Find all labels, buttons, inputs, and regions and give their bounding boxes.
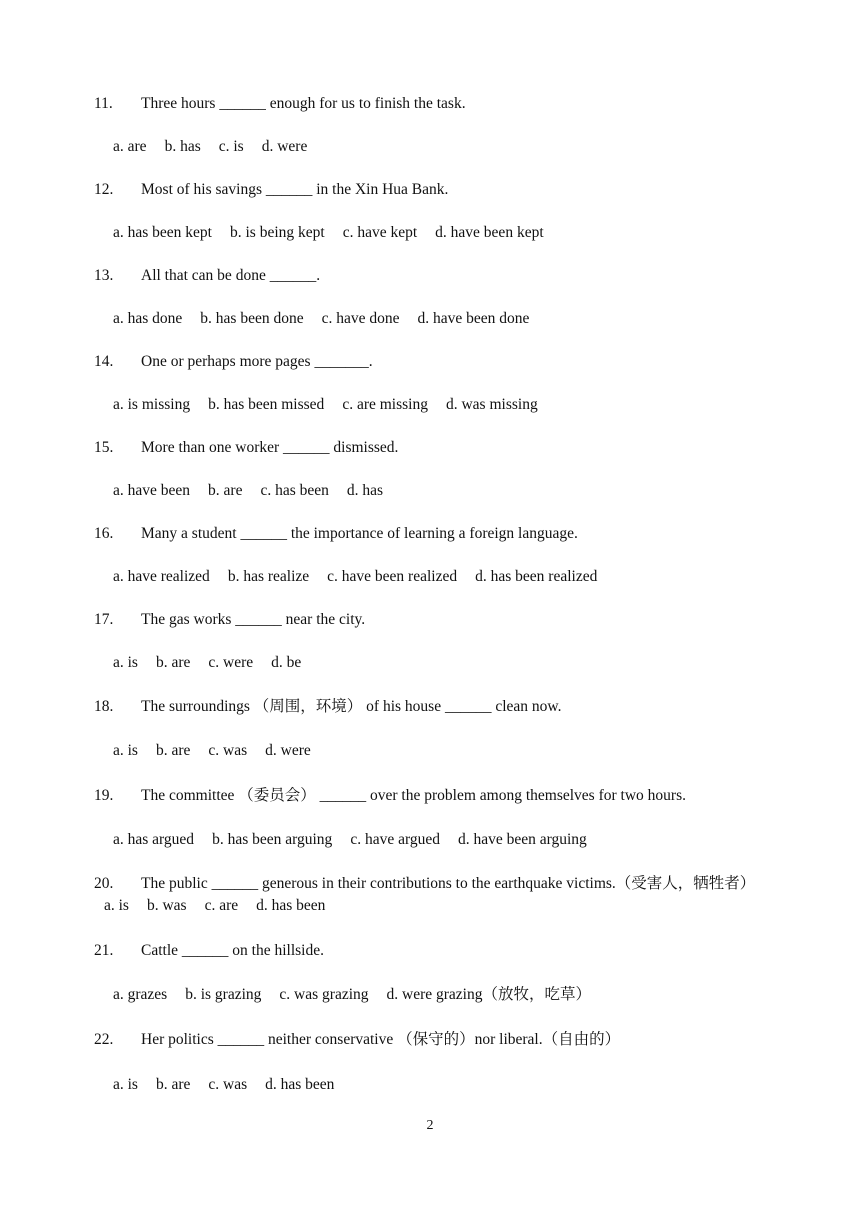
question-stem: Most of his savings ______ in the Xin Hua Bank. <box>141 181 449 198</box>
option-a: a. is <box>113 742 138 759</box>
question-number: 15. <box>94 439 114 456</box>
question-number: 20. <box>94 875 114 892</box>
option-b: b. is grazing <box>185 986 262 1003</box>
option-d: d. be <box>271 654 302 671</box>
option-a: a. is missing <box>113 396 191 413</box>
option-d: d. were <box>265 742 311 759</box>
option-c: c. has been <box>260 482 329 499</box>
question-stem: Many a student ______ the importance of learning a foreign language. <box>141 525 578 542</box>
question-11-options <box>113 138 307 156</box>
question-number: 13. <box>94 267 114 284</box>
question-13 <box>94 267 320 285</box>
question-number: 11. <box>94 95 113 112</box>
option-d: d. were grazing（放牧，吃草） <box>386 986 591 1003</box>
question-17-options <box>113 654 301 672</box>
option-b: b. has been done <box>200 310 304 327</box>
question-16-options <box>113 568 597 586</box>
question-21 <box>94 942 324 960</box>
question-number: 18. <box>94 698 114 715</box>
option-d: d. were <box>261 138 308 155</box>
question-stem: More than one worker ______ dismissed. <box>141 439 399 456</box>
option-b: b. has realize <box>227 568 310 585</box>
question-20 <box>94 873 784 917</box>
option-a: a. has argued <box>113 831 195 848</box>
option-b: b. has been arguing <box>212 831 333 848</box>
question-stem: Three hours ______ enough for us to finish the task. <box>141 95 466 112</box>
option-d: d. has been <box>256 897 326 914</box>
option-a: a. have realized <box>113 568 210 585</box>
option-d: d. has been <box>265 1076 335 1093</box>
option-a: a. is <box>113 654 138 671</box>
option-d: d. have been arguing <box>457 831 587 848</box>
question-number: 19. <box>94 787 114 804</box>
option-c: c. was grazing <box>279 986 369 1003</box>
option-a: a. is <box>104 897 129 914</box>
option-a: a. grazes <box>113 986 168 1003</box>
question-stem: Her politics ______ neither conservative （保守的）nor liberal.（自由的） <box>141 1031 621 1048</box>
question-number: 16. <box>94 525 114 542</box>
question-17 <box>94 611 365 629</box>
question-18 <box>94 698 561 716</box>
option-c: c. are missing <box>342 396 428 413</box>
option-b: b. has been missed <box>208 396 325 413</box>
option-a: a. is <box>113 1076 138 1093</box>
option-b: b. are <box>208 482 243 499</box>
option-c: c. have kept <box>342 224 418 241</box>
question-stem: All that can be done ______. <box>141 267 321 284</box>
question-number: 22. <box>94 1031 114 1048</box>
option-c: c. was <box>208 742 248 759</box>
question-number: 21. <box>94 942 114 959</box>
question-number: 14. <box>94 353 114 370</box>
question-19-options <box>113 831 587 849</box>
question-stem: The public ______ generous in their contributions to the earthquake victims.（受害人，牺牲者） <box>141 875 756 892</box>
option-a: a. are <box>113 138 147 155</box>
option-c: c. were <box>208 654 254 671</box>
question-16 <box>94 525 578 543</box>
question-stem: The committee （委员会） ______ over the problem among themselves for two hours. <box>141 787 686 804</box>
option-d: d. was missing <box>445 396 538 413</box>
option-d: d. has been realized <box>475 568 598 585</box>
option-c: c. have done <box>321 310 400 327</box>
option-c: c. have been realized <box>327 568 458 585</box>
option-c: c. have argued <box>350 831 440 848</box>
option-b: b. are <box>155 742 191 759</box>
question-22-options <box>113 1076 334 1094</box>
option-c: c. are <box>204 897 239 914</box>
page-number: 2 <box>426 1118 434 1133</box>
option-b: b. has <box>164 138 201 155</box>
question-stem: Cattle ______ on the hillside. <box>141 942 324 959</box>
question-14 <box>94 353 373 371</box>
option-d: d. have been kept <box>435 224 544 241</box>
question-11 <box>94 95 466 113</box>
option-a: a. have been <box>113 482 191 499</box>
option-b: b. is being kept <box>230 224 325 241</box>
option-b: b. are <box>155 1076 191 1093</box>
question-12 <box>94 181 448 199</box>
option-b: b. was <box>146 897 187 914</box>
question-18-options <box>113 742 311 760</box>
option-b: b. are <box>155 654 191 671</box>
question-14-options <box>113 396 538 414</box>
option-d: d. have been done <box>417 310 530 327</box>
question-21-options <box>113 986 591 1004</box>
option-c: c. was <box>208 1076 248 1093</box>
option-c: c. is <box>218 138 244 155</box>
question-stem: The gas works ______ near the city. <box>141 611 366 628</box>
option-a: a. has done <box>113 310 183 327</box>
question-22 <box>94 1031 620 1049</box>
option-a: a. has been kept <box>113 224 212 241</box>
question-15 <box>94 439 398 457</box>
question-number: 17. <box>94 611 114 628</box>
question-stem: The surroundings （周围，环境） of his house ______ clean now. <box>141 698 562 715</box>
option-d: d. has <box>346 482 384 499</box>
question-19 <box>94 787 686 805</box>
question-13-options <box>113 310 529 328</box>
question-stem: One or perhaps more pages _______. <box>141 353 373 370</box>
question-number: 12. <box>94 181 114 198</box>
question-12-options <box>113 224 544 242</box>
question-15-options <box>113 482 383 500</box>
